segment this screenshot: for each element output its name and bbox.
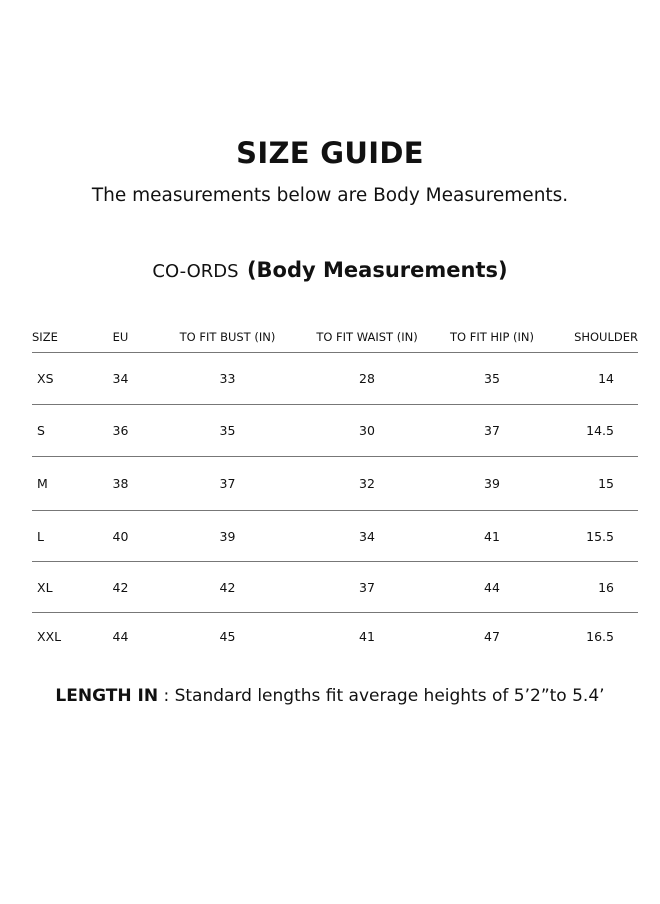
cell-waist: 28 — [359, 371, 375, 386]
table-row — [32, 353, 638, 405]
table-row — [32, 613, 638, 661]
cell-size: M — [37, 476, 48, 491]
cell-size: S — [37, 423, 45, 438]
cell-eu: 42 — [112, 579, 129, 595]
cell-hip: 44 — [484, 579, 500, 595]
footnote-separator: : — [158, 686, 175, 706]
section-title-sub: (Body Measurements) — [246, 258, 508, 282]
section-title-main: CO-ORDS — [152, 261, 239, 282]
cell-bust: 39 — [219, 528, 236, 544]
size-table-container — [32, 322, 638, 661]
cell-shoulder: 16 — [598, 579, 614, 595]
cell-eu: 36 — [112, 423, 129, 438]
cell-waist: 37 — [359, 579, 375, 595]
cell-eu: 34 — [112, 371, 129, 386]
column-header-hip: TO FIT HIP (IN) — [449, 330, 534, 344]
cell-shoulder: 15.5 — [586, 528, 614, 544]
cell-waist: 32 — [359, 476, 375, 491]
page-title: SIZE GUIDE — [236, 136, 424, 170]
cell-shoulder: 14.5 — [586, 423, 614, 438]
footnote-text: Standard lengths fit average heights of 5’2”to 5.4’ — [174, 686, 605, 706]
table-row — [32, 511, 638, 562]
footnote-label: LENGTH IN — [55, 686, 159, 706]
cell-hip: 47 — [484, 629, 500, 645]
table-header-row — [32, 322, 638, 353]
cell-bust: 45 — [219, 629, 236, 645]
table-row — [32, 562, 638, 613]
cell-hip: 37 — [484, 423, 500, 438]
cell-bust: 37 — [219, 476, 236, 491]
column-header-bust: TO FIT BUST (IN) — [179, 330, 276, 344]
size-table — [32, 322, 638, 661]
cell-eu: 40 — [112, 528, 129, 544]
column-header-waist: TO FIT WAIST (IN) — [316, 330, 418, 344]
cell-waist: 34 — [359, 528, 375, 544]
cell-size: XS — [37, 371, 54, 386]
cell-waist: 41 — [359, 629, 375, 645]
column-header-eu: EU — [112, 330, 129, 344]
cell-size: XXL — [37, 629, 62, 645]
column-header-shoulder: SHOULDER — [574, 330, 638, 344]
cell-waist: 30 — [359, 423, 375, 438]
cell-hip: 35 — [484, 371, 500, 386]
table-row — [32, 457, 638, 511]
length-footnote — [0, 686, 660, 706]
cell-eu: 44 — [112, 629, 129, 645]
table-row — [32, 405, 638, 457]
cell-hip: 39 — [484, 476, 500, 491]
cell-bust: 33 — [219, 371, 236, 386]
cell-hip: 41 — [484, 528, 500, 544]
section-title — [0, 255, 660, 283]
column-header-size: SIZE — [32, 330, 58, 344]
cell-shoulder: 15 — [598, 476, 614, 491]
page-subtitle: The measurements below are Body Measurements. — [91, 185, 569, 206]
cell-size: L — [37, 528, 44, 544]
cell-bust: 35 — [219, 423, 236, 438]
cell-eu: 38 — [112, 476, 129, 491]
cell-shoulder: 14 — [598, 371, 614, 386]
cell-bust: 42 — [219, 579, 236, 595]
cell-shoulder: 16.5 — [586, 629, 614, 645]
cell-size: XL — [37, 579, 53, 595]
